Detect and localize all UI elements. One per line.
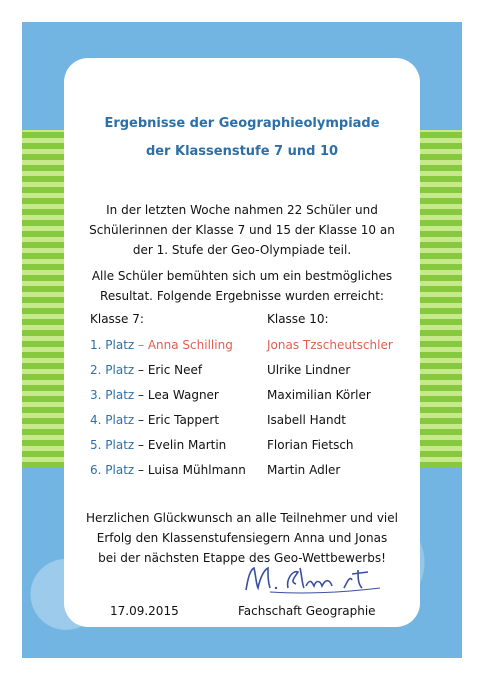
place-label: 3. Platz: [90, 388, 135, 402]
result-row: [64, 413, 420, 433]
class-7-name: Anna Schilling: [147, 338, 233, 352]
certificate-frame: [22, 22, 462, 658]
class-10-name: Florian Fietsch: [267, 438, 354, 452]
effort-line: Alle Schüler bemühten sich um ein bestmögliches: [91, 269, 393, 283]
place-label: 5. Platz: [90, 438, 135, 452]
class-7-name: Eric Tappert: [147, 413, 220, 427]
class-7-result: [90, 363, 202, 377]
place-label: 2. Platz: [90, 363, 135, 377]
class-10-name: Jonas Tzscheutschler: [267, 338, 393, 352]
department-text: Fachschaft Geographie: [238, 604, 376, 618]
place-label: 1. Platz: [90, 338, 135, 352]
class-10-name: Maximilian Körler: [267, 388, 371, 402]
signature-image: [240, 558, 390, 598]
class-7-name: Evelin Martin: [147, 438, 227, 452]
class-7-name: Luisa Mühlmann: [147, 463, 246, 477]
result-row: [64, 338, 420, 358]
place-separator: –: [134, 388, 148, 402]
congrats-line: Herzlichen Glückwunsch an alle Teilnehmer und viel: [86, 511, 398, 525]
congrats-line: Erfolg den Klassenstufensiegern Anna und Jonas: [96, 531, 388, 545]
place-label: 4. Platz: [90, 413, 135, 427]
intro-line: In der letzten Woche nahmen 22 Schüler und: [106, 203, 378, 217]
class-10-name: Ulrike Lindner: [267, 363, 351, 377]
place-label: 6. Platz: [90, 463, 135, 477]
class-7-name: Lea Wagner: [147, 388, 219, 402]
class-7-result: [90, 338, 233, 352]
intro-line: Schülerinnen der Klasse 7 und 15 der Klasse 10 an: [89, 223, 395, 237]
place-separator: –: [134, 363, 148, 377]
class-7-result: [90, 463, 246, 477]
result-row: [64, 388, 420, 408]
effort-paragraph: [64, 266, 420, 306]
title-line-1: Ergebnisse der Geographieolympiade: [104, 116, 380, 131]
class-10-header: Klasse 10:: [267, 312, 329, 326]
intro-line: der 1. Stufe der Geo-Olympiade teil.: [132, 243, 352, 257]
place-separator: –: [134, 338, 148, 352]
class-7-header: Klasse 7:: [90, 312, 144, 326]
class-10-name: Isabell Handt: [267, 413, 346, 427]
class-7-result: [90, 388, 219, 402]
class-10-name: Martin Adler: [267, 463, 341, 477]
congrats-line: bei der nächsten Etappe des Geo-Wettbewerbs!: [98, 551, 386, 565]
place-separator: –: [134, 463, 148, 477]
place-separator: –: [134, 438, 148, 452]
class-7-name: Eric Neef: [147, 363, 203, 377]
date-text: 17.09.2015: [110, 604, 179, 618]
result-row: [64, 438, 420, 458]
effort-line: Resultat. Folgende Ergebnisse wurden erreicht:: [100, 289, 384, 303]
intro-paragraph: [64, 200, 420, 260]
class-7-result: [90, 413, 219, 427]
certificate-card: [64, 58, 420, 627]
place-separator: –: [134, 413, 148, 427]
title-line-2: der Klassenstufe 7 und 10: [145, 144, 339, 159]
result-row: [64, 363, 420, 383]
result-row: [64, 463, 420, 483]
class-7-result: [90, 438, 226, 452]
